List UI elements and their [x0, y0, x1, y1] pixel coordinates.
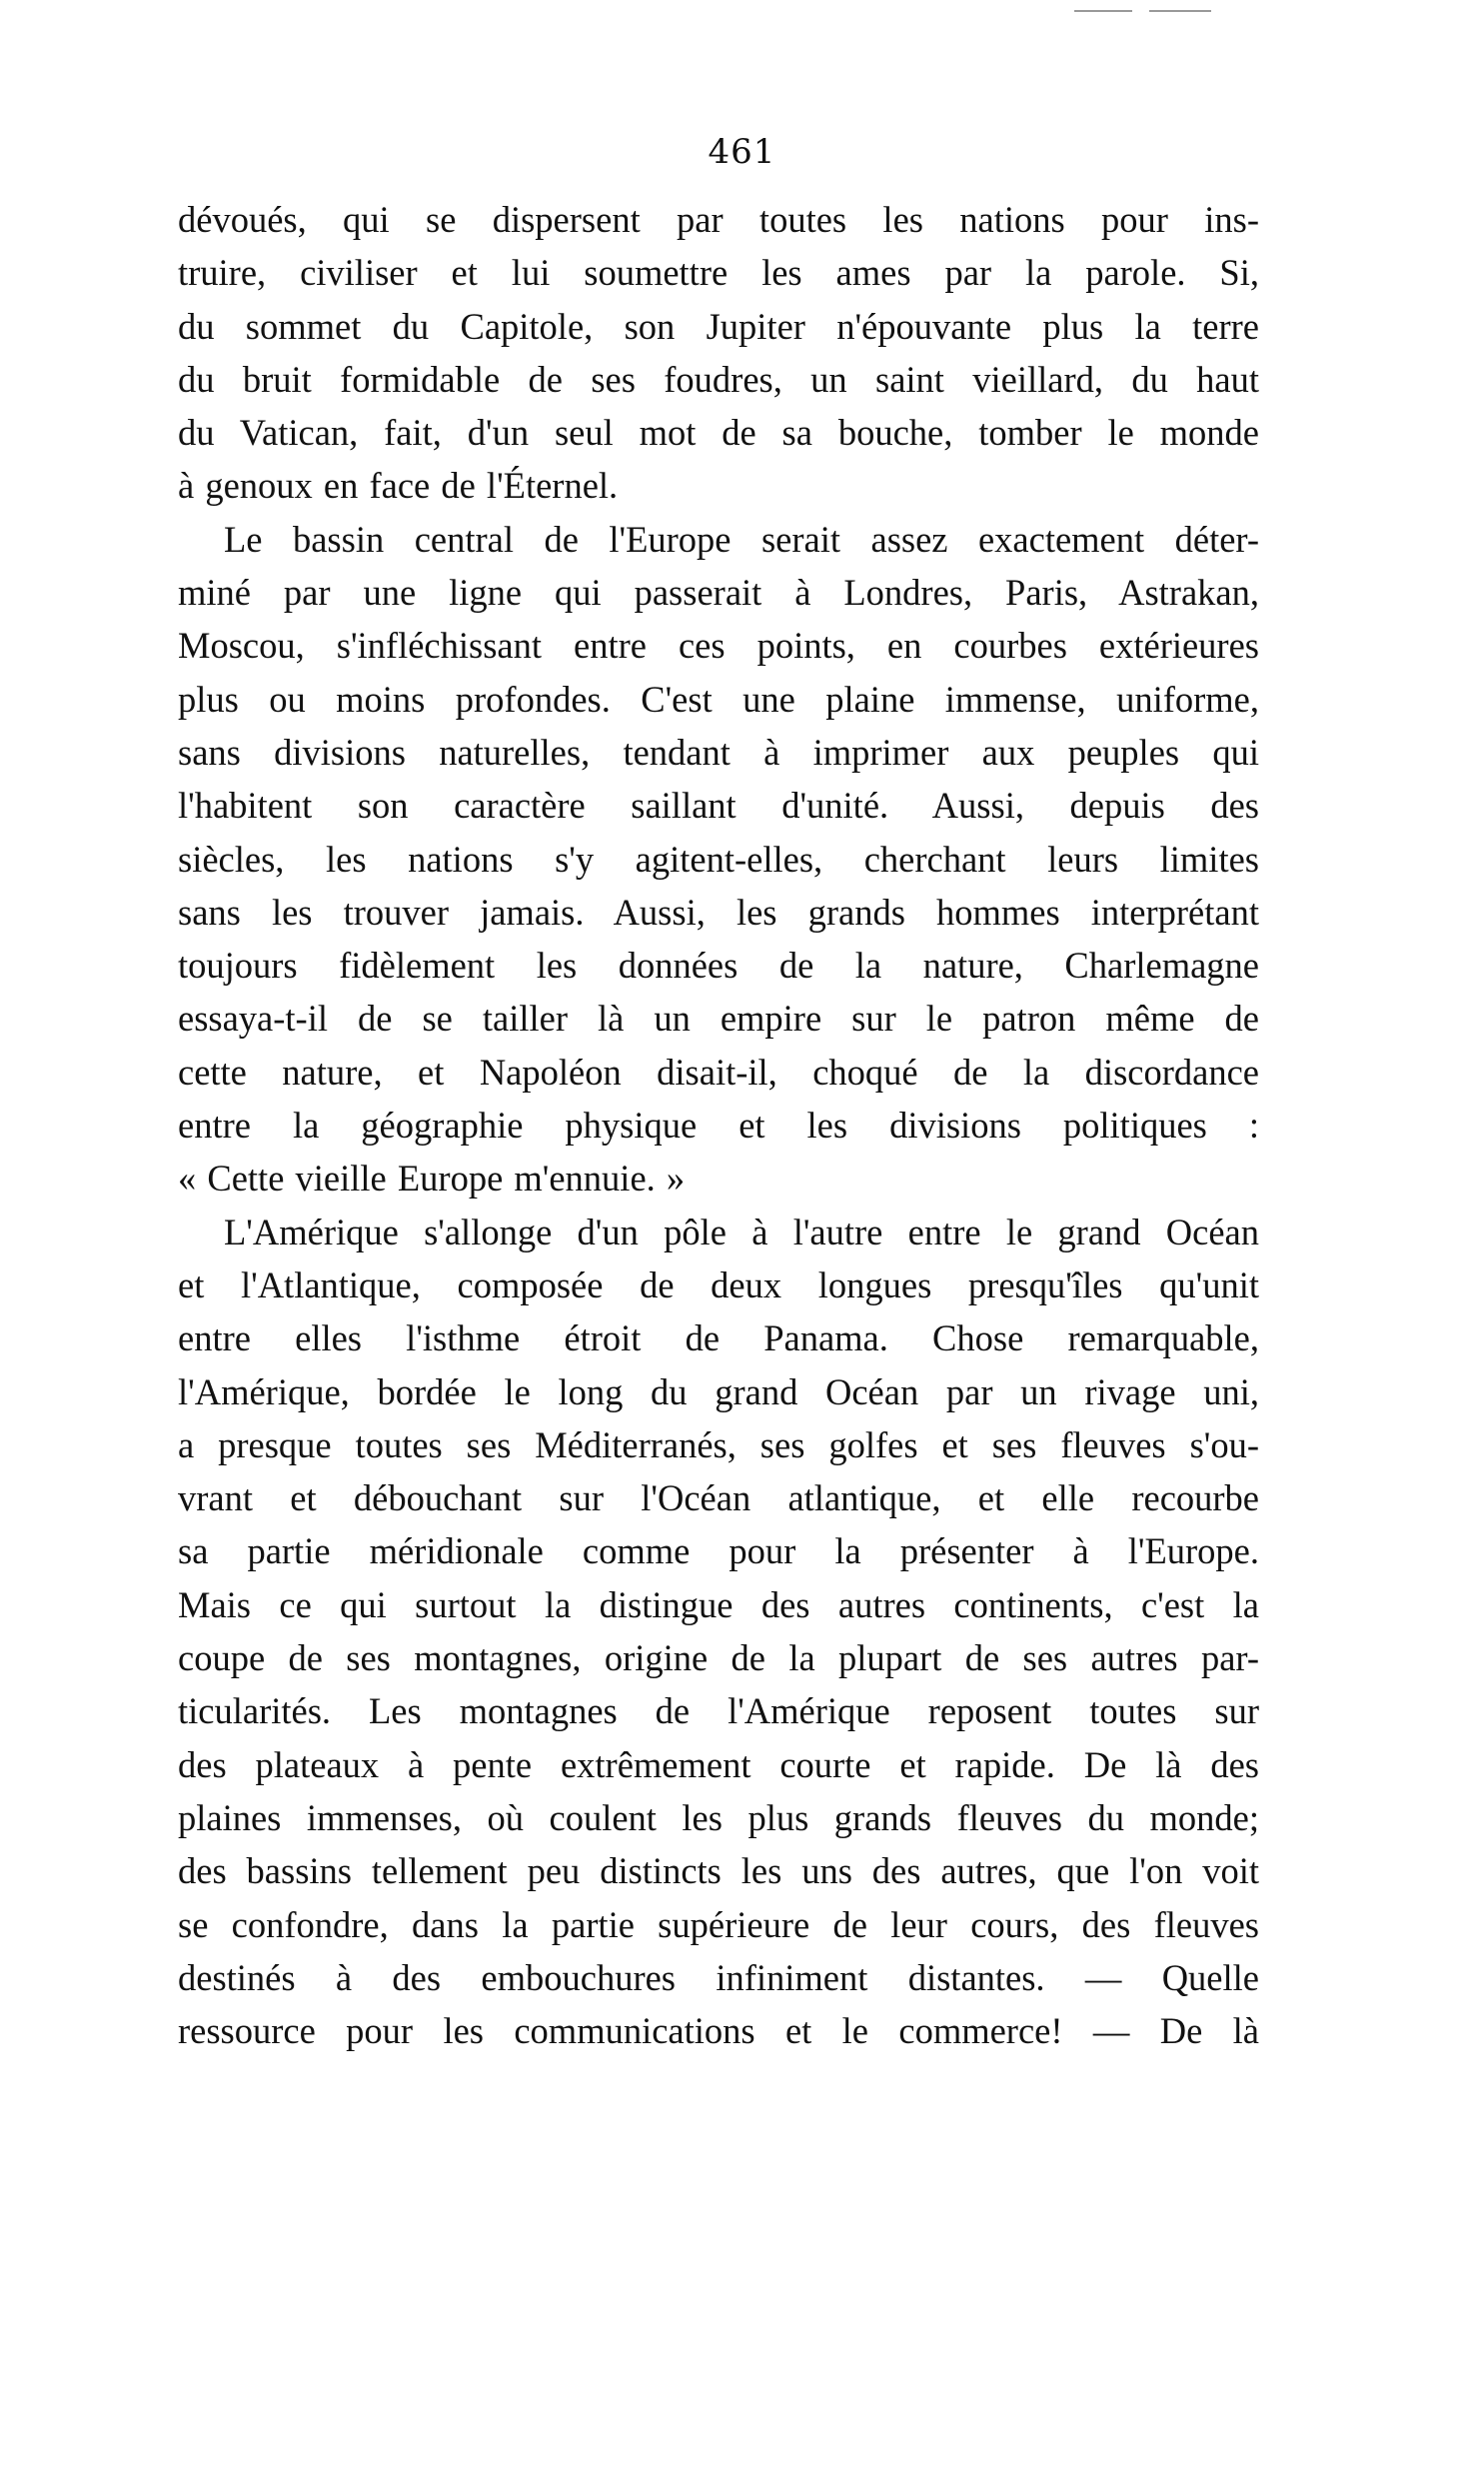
body-text — [178, 193, 1259, 2057]
text-line: à genoux en face de l'Éternel. — [178, 465, 619, 507]
text-line: du sommet du Capitole, son Jupiter n'épouvante plus la terre — [178, 305, 1259, 347]
text-line: miné par une ligne qui passerait à Londres, Paris, Astrakan, — [178, 572, 1259, 614]
text-line: destinés à des embouchures infiniment distantes. — Quelle — [178, 1956, 1259, 1998]
text-line: Mais ce qui surtout la distingue des autres continents, c'est la — [178, 1583, 1259, 1625]
page-number: 461 — [708, 132, 776, 172]
text-line: l'habitent son caractère saillant d'unité. Aussi, depuis des — [178, 785, 1259, 827]
text-line: dévoués, qui se dispersent par toutes les nations pour ins- — [178, 199, 1259, 240]
text-line: sa partie méridionale comme pour la présenter à l'Europe. — [178, 1530, 1259, 1572]
text-line: l'Amérique, bordée le long du grand Océan par un rivage uni, — [178, 1370, 1259, 1412]
text-line: truire, civiliser et lui soumettre les ames par la parole. Si, — [178, 252, 1259, 294]
text-line: essaya-t-il de se tailler là un empire sur le patron même de — [178, 998, 1259, 1040]
top-edge-mark — [1149, 10, 1211, 12]
text-line: du bruit formidable de ses foudres, un saint vieillard, du haut — [178, 358, 1259, 400]
text-line: entre elles l'isthme étroit de Panama. Chose remarquable, — [178, 1317, 1259, 1359]
text-line: et l'Atlantique, composée de deux longues presqu'îles qu'unit — [178, 1263, 1259, 1305]
text-line: siècles, les nations s'y agitent-elles, cherchant leurs limites — [178, 838, 1259, 880]
text-line: toujours fidèlement les données de la nature, Charlemagne — [178, 945, 1259, 987]
text-line: du Vatican, fait, d'un seul mot de sa bouche, tomber le monde — [178, 412, 1259, 454]
text-line: entre la géographie physique et les divisions politiques : — [178, 1105, 1259, 1147]
text-line: ticularités. Les montagnes de l'Amérique reposent toutes sur — [178, 1690, 1259, 1732]
text-line: coupe de ses montagnes, origine de la plupart de ses autres par- — [178, 1637, 1259, 1679]
text-line: plaines immenses, où coulent les plus grands fleuves du monde; — [178, 1796, 1259, 1838]
text-line: se confondre, dans la partie supérieure de leur cours, des fleuves — [178, 1903, 1259, 1945]
text-line: ressource pour les communications et le commerce! — De là — [178, 2010, 1259, 2052]
text-line: des bassins tellement peu distincts les uns des autres, que l'on voit — [178, 1850, 1259, 1892]
top-edge-mark — [1074, 10, 1132, 12]
text-line: sans les trouver jamais. Aussi, les grands hommes interprétant — [178, 891, 1259, 933]
text-line: a presque toutes ses Méditerranés, ses golfes et ses fleuves s'ou- — [178, 1423, 1259, 1465]
text-line: vrant et débouchant sur l'Océan atlantique, et elle recourbe — [178, 1477, 1259, 1519]
text-line: L'Amérique s'allonge d'un pôle à l'autre entre le grand Océan — [224, 1211, 1259, 1252]
text-line: Moscou, s'infléchissant entre ces points, en courbes extérieures — [178, 625, 1259, 667]
text-line: des plateaux à pente extrêmement courte et rapide. De là des — [178, 1743, 1259, 1785]
text-line: cette nature, et Napoléon disait-il, choqué de la discordance — [178, 1051, 1259, 1093]
text-line: Le bassin central de l'Europe serait assez exactement déter- — [224, 518, 1259, 560]
text-line: sans divisions naturelles, tendant à imprimer aux peuples qui — [178, 731, 1259, 773]
text-line: plus ou moins profondes. C'est une plaine immense, uniforme, — [178, 678, 1259, 720]
text-line: « Cette vieille Europe m'ennuie. » — [178, 1158, 686, 1200]
